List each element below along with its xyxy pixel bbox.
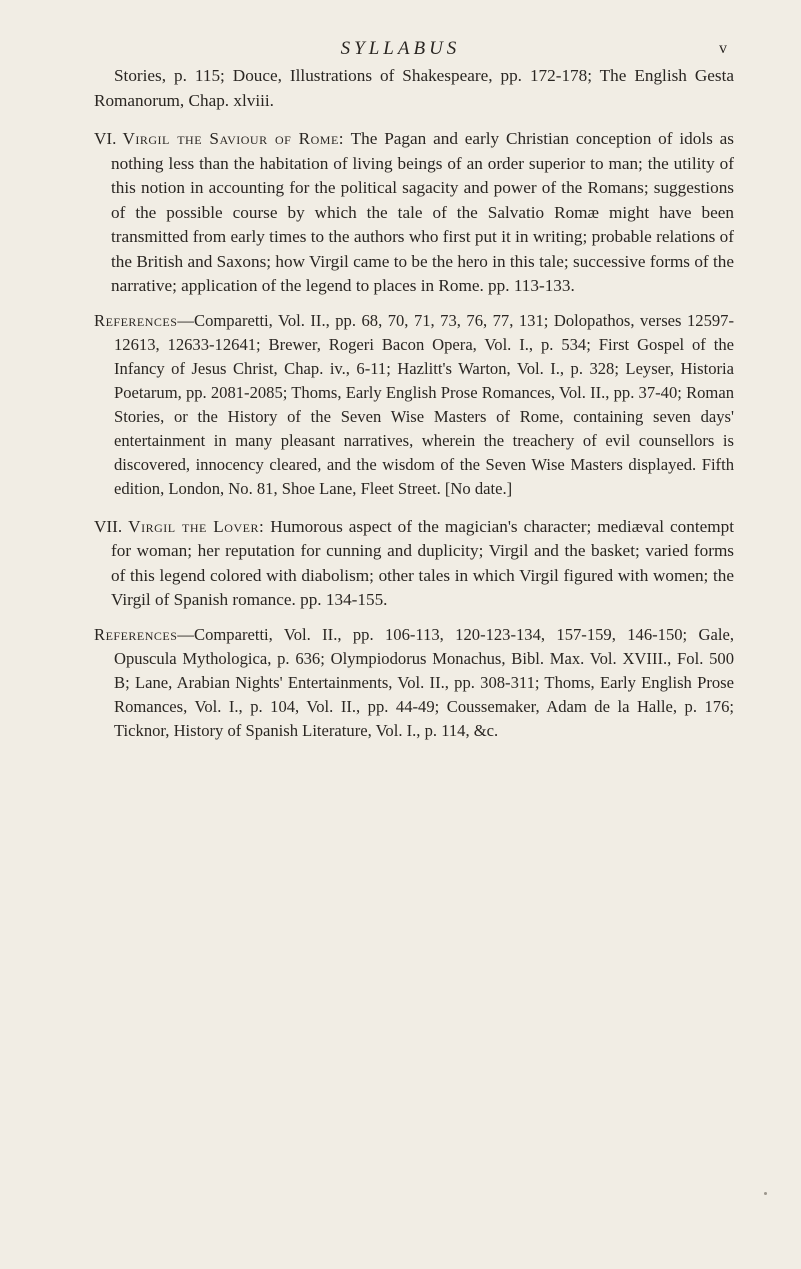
references-text: —Comparetti, Vol. II., pp. 106-113, 120-123-134, 157-159, 146-150; Gale, Opuscula Mythologica, p. 636; Olympiodorus Monachus, Bibl. Max. Vol. XVIII., Fol. 500 B; Lane, Arabian Nights' Entertainments, Vol. II., pp. 308-311; Thoms, Early English Prose Romances, Vol. I., p. 104, Vol. II., pp. 44-49; Coussemaker, Adam de la Halle, p. 176; Ticknor, History of Spanish Literature, Vol. I., p. 114, &c. <box>114 624 734 740</box>
section-heading: Virgil the Saviour of Rome: <box>122 129 345 148</box>
continued-references: Stories, p. 115; Douce, Illustrations of Shakespeare, pp. 172-178; The English Gesta Romanorum, Chap. xlviii. <box>94 66 734 110</box>
section-numeral: VI. <box>94 129 117 148</box>
section-vi-references <box>94 309 734 501</box>
page-number: v <box>719 40 727 57</box>
section-numeral: VII. <box>94 516 123 536</box>
references-label: References <box>94 310 178 330</box>
page-body <box>94 64 734 743</box>
running-title: SYLLABUS <box>340 38 461 59</box>
section-vii <box>94 515 734 613</box>
section-summary: Humorous aspect of the magician's character; mediæval contempt for woman; her reputation for cunning and duplicity; Virgil and the basket; varied forms of this legend colored with diabolism; other tales in which Virgil figured with women; the Virgil of Spanish romance. pp. 134-155. <box>111 516 734 609</box>
section-summary: The Pagan and early Christian conception of idols as nothing less than the habitation of living beings of an order superior to man; the utility of this notion in accounting for the political sagacity and power of the Romans; suggestions of the possible course by which the tale of the Salvatio Romæ might have been transmitted from early times to the authors who first put it in writing; probable relations of the British and Saxons; how Virgil came to be the hero in this tale; successive forms of the narrative; application of the legend to places in Rome. pp. 113-133. <box>111 129 734 295</box>
references-text: —Comparetti, Vol. II., pp. 68, 70, 71, 73, 76, 77, 131; Dolopathos, verses 12597-12613, 12633-12641; Brewer, Rogeri Bacon Opera, Vol. I., p. 534; First Gospel of the Infancy of Jesus Christ, Chap. iv., 6-11; Hazlitt's Warton, Vol. I., p. 328; Leyser, Historia Poetarum, pp. 2081-2085; Thoms, Early English Prose Romances, Vol. II., pp. 37-40; Roman Stories, or the History of the Seven Wise Masters of Rome, containing seven days' entertainment in many pleasant narratives, wherein the treachery of evil counsellors is discovered, innocency cleared, and the wisdom of the Seven Wise Masters displayed. Fifth edition, London, No. 81, Shoe Lane, Fleet Street. [No date.] <box>114 310 734 498</box>
references-label: References <box>94 624 178 644</box>
ink-speck <box>764 1192 767 1195</box>
section-vii-references <box>94 623 734 743</box>
section-heading: Virgil the Lover: <box>128 516 265 536</box>
running-head <box>0 38 801 60</box>
section-vi <box>94 127 734 299</box>
